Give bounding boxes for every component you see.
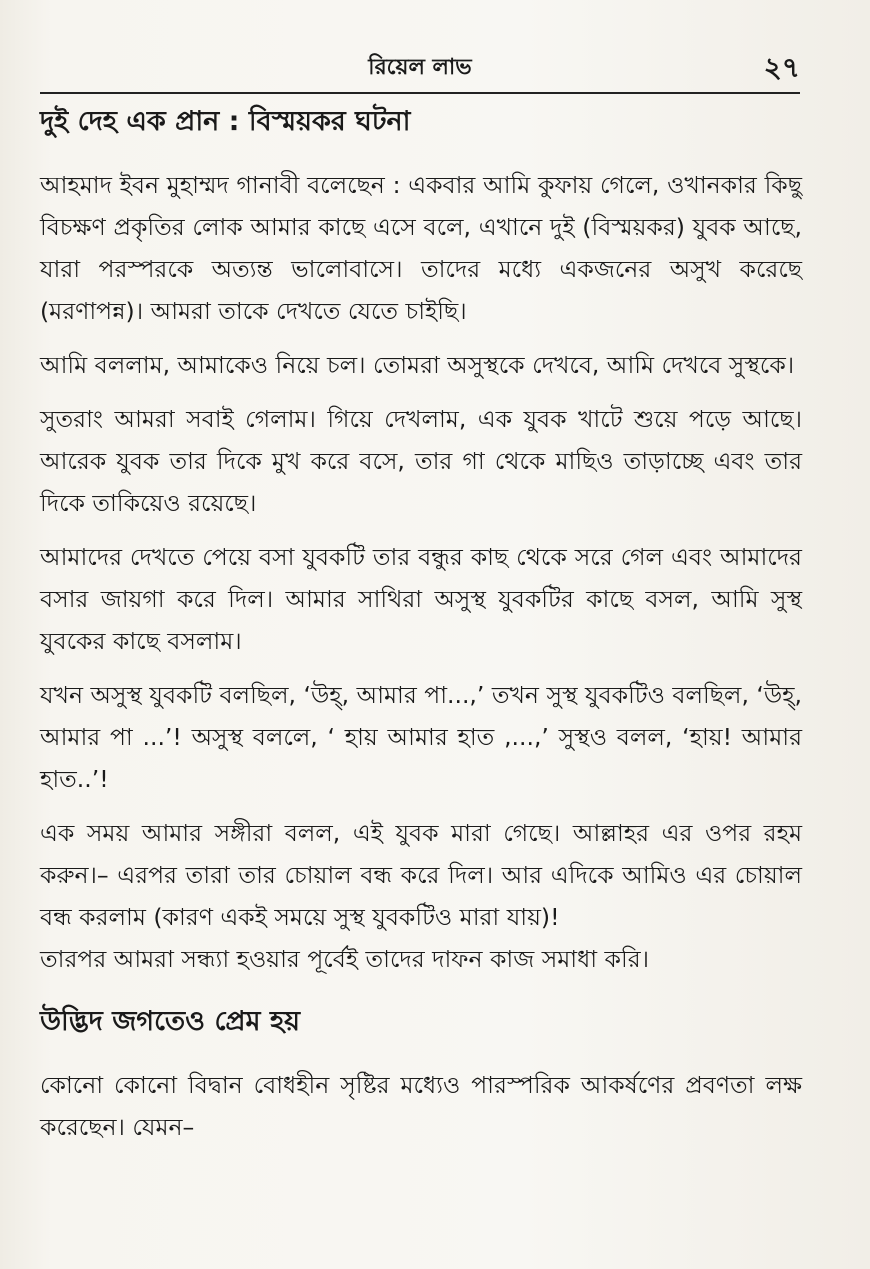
- running-title: রিয়েল লাভ: [368, 55, 472, 80]
- paragraph: যখন অসুস্থ যুবকটি বলছিল, ‘উহ্, আমার পা...,’ তখন সুস্থ যুবকটিও বলছিল, ‘উহ্, আমার পা ...’! অসুস্থ বললে, ‘ হায় আমার হাত ,...,’ সুস্থও বলল, ‘হায়! আমার হাত..’!: [40, 681, 802, 793]
- page-number: ২৭: [763, 51, 800, 84]
- paragraph: এক সময় আমার সঙ্গীরা বলল, এই যুবক মারা গেছে। আল্লাহর এর ওপর রহম করুন।– এরপর তারা তার চোয়াল বন্ধ করে দিল। আর এদিকে আমিও এর চোয়াল বন্ধ করলাম (কারণ একই সময়ে সুস্থ যুবকটিও মারা যায়)!: [40, 819, 802, 931]
- section-heading: উদ্ভিদ জগতেও প্রেম হয়: [40, 1006, 301, 1037]
- paragraph: কোনো কোনো বিদ্বান বোধহীন সৃষ্টির মধ্যেও পারস্পরিক আকর্ষণের প্রবণতা লক্ষ করেছেন। যেমন–: [40, 1071, 802, 1141]
- paragraph: আহমাদ ইবন মুহাম্মদ গানাবী বলেছেন : একবার আমি কুফায় গেলে, ওখানকার কিছু বিচক্ষণ প্রকৃতির লোক আমার কাছে এসে বলে, এখানে দুই (বিস্ময়কর) যুবক আছে, যারা পরস্পরকে অত্যন্ত ভালোবাসে। তাদের মধ্যে একজনের অসুখ করেছে (মরণাপন্ন)। আমরা তাকে দেখতে যেতে চাইছি।: [40, 171, 802, 325]
- paragraph: আমি বললাম, আমাকেও নিয়ে চল। তোমরা অসুস্থকে দেখবে, আমি দেখবে সুস্থকে।: [40, 351, 795, 379]
- paragraph: তারপর আমরা সন্ধ্যা হওয়ার পূর্বেই তাদের দাফন কাজ সমাধা করি।: [40, 945, 650, 973]
- paragraph: আমাদের দেখতে পেয়ে বসা যুবকটি তার বন্ধুর কাছ থেকে সরে গেল এবং আমাদের বসার জায়গা করে দিল। আমার সাথিরা অসুস্থ যুবকটির কাছে বসল, আমি সুস্থ যুবকের কাছে বসলাম।: [40, 543, 802, 655]
- page-content: [40, 100, 802, 1148]
- page-header: [40, 40, 800, 94]
- section-heading: দুই দেহ এক প্রান : বিস্ময়কর ঘটনা: [40, 106, 411, 137]
- paragraph: সুতরাং আমরা সবাই গেলাম। গিয়ে দেখলাম, এক যুবক খাটে শুয়ে পড়ে আছে। আরেক যুবক তার দিকে মুখ করে বসে, তার গা থেকে মাছিও তাড়াচ্ছে এবং তার দিকে তাকিয়েও রয়েছে।: [40, 405, 802, 517]
